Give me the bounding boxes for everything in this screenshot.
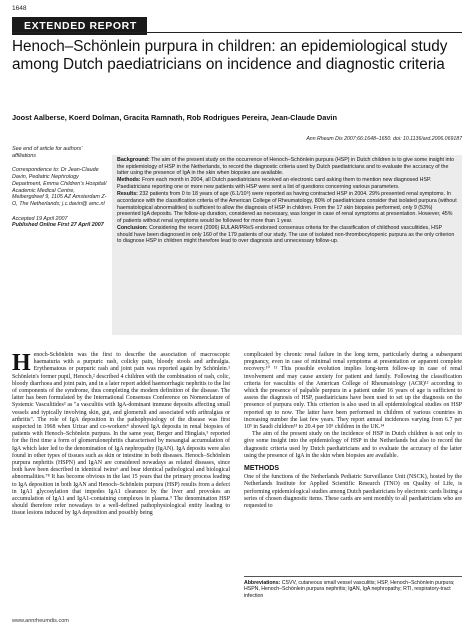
- abstract-conclusion-label: Conclusion:: [117, 225, 148, 232]
- abstract-background: [117, 157, 457, 177]
- intro-text: enoch-Schönlein was the first to describe the association of macroscopic haematuria with a purpuric rash, colicky pain, bloody stools and arthralgia. Erythematous or purpuric rash and joint pain was reported again by Schönlein.¹ Schönlein's former pupil, Henoch,² described 4 children with the combination of rash, colic, bloody diarrhoea and joint pain, and in a later report added haemorrhagic nephritis to the list of components of the syndrome, thus completing the modern definition of the disease. The latter has been formulated by the International Consensus Conference on Nomenclature of Systemic Vasculitides³ as "a vasculitis with IgA-dominant immune deposits affecting small vessels and typically involving skin, gut, and glomeruli and associated with arthralgias or arthritis". The role of IgA deposition in the pathophysiology of the disease was first suspected in 1968 when Urizar and co-workers⁴ showed IgA deposits in renal biopsies of patients with Henoch–Schönlein purpura. In the same year, Berger and Hinglais,⁵ reported for the first time a form of glomerulonephritis characterised by mesangial accumulation of IgA which later led to the denomination of IgA nephropathy (IgAN). IgA deposits were also found in other types of tissues such as skin or intestine in both diseases. Henoch–Schönlein purpura nephritis (HSPN) and IgAN are considered nowadays as related diseases, since both have been described in identical twins⁶ and bear identical pathological and biological abnormalities.⁷⁸ It has become obvious in the last 15 years that the primary process leading to IgA deposition in both IgAN and Henoch–Schönlein purpura (HSP) results from a defect in IgA1 glycosylation that impedes IgA1 clearance by the liver and provokes an accumulation of IgA1 and IgA1-containing complexes in plasma.⁹ The denomination HSP should therefore refer nowadays to a well-defined pathophysiological entity leading to tissue lesions induced by IgA deposition and possibly being: [12, 352, 230, 517]
- methods-paragraph: One of the functions of the Netherlands Pediatric Surveillance Unit (NSCK), hosted by the Netherlands Institute for Applied Scientific Research (TNO) on Quality of Life, is performing epidemiological studies among Dutch paediatricians by electronic cards listing a series of chosen diagnostic items. These cards are sent monthly to all paediatricians who are requested to: [244, 474, 462, 510]
- methods-heading: METHODS: [244, 465, 279, 473]
- published-date: Published Online First 27 April 2007: [12, 222, 104, 229]
- abstract-conclusion: [117, 225, 457, 245]
- abbreviations-label: Abbreviations:: [244, 580, 281, 586]
- journal-citation: Ann Rheum Dis 2007;66:1648–1650. doi: 10.1136/ard.2006.069187: [306, 136, 462, 142]
- abstract-results-label: Results:: [117, 191, 138, 198]
- side-notes: [12, 146, 107, 229]
- abbreviations-text: CSVV, cutaneous small vessel vasculitis; HSP, Henoch–Schönlein purpura; HSPN, Henoch–Schönlein purpura nephritis; IgAN, IgA nephropathy; RTI, respiratory-tract infection: [244, 580, 455, 599]
- article-authors: Joost Aalberse, Koerd Dolman, Gracita Ramnath, Rob Rodrigues Pereira, Jean-Claude Davin: [12, 113, 338, 122]
- correspondence-note: Correspondence to: Dr Jean-Claude Davin, Pediatric Nephrology Department, Emma Children's Hospital/ Academic Medical Centre, Meibergdreef 9, 1105 AZ Amsterdam Z-O, The Netherlands; j.c.davin@ amc.nl: [12, 167, 107, 207]
- affiliations-note: See end of article for authors' affiliations: [12, 146, 83, 159]
- body-column-left: [12, 352, 230, 518]
- header-rule: [12, 32, 462, 33]
- abstract-box: [112, 155, 462, 335]
- abstract-background-text: The aim of the present study on the occurrence of Henoch–Schönlein purpura (HSP) in Dutch children is to give some insight into the epidemiology of HSP in the Netherlands, to record the diagnostic criteria used by Dutch paediatricians and to evaluate the accuracy of the latter using the presence of IgA in the skin when biopsies are available.: [117, 157, 455, 177]
- page-number: 1648: [12, 5, 27, 12]
- aim-paragraph: The aim of the present study on the incidence of HSP in Dutch children is not only to give some insight into the epidemiology of HSP in the Netherlands but also to record the diagnostic criteria used by Dutch paediatricians and to evaluate the accuracy of the latter using the presence of IgA in the skin when biopsies are available.: [244, 431, 462, 459]
- abstract-conclusion-text: Considering the recent (2006) EULAR/PReS endorsed consensus criteria for the classification of childhood vasculitides, HSP should have been diagnosed in only 160 of the 179 patients of our study. The use of isolated non-thrombocytopenic purpura as the only criterion to diagnose HSP in children might therefore lead to over diagnosis and unnecessary follow-up.: [117, 225, 455, 245]
- abstract-methods-label: Methods:: [117, 177, 141, 184]
- abstract-background-label: Background:: [117, 157, 150, 163]
- intro-paragraph: [12, 352, 230, 518]
- abbreviations-box: [244, 576, 462, 599]
- intro-continued: complicated by chronic renal failure in the long term, particularly during a subsequent pregnancy, even in case of minimal renal symptoms at presentation or apparent complete recovery.¹⁰ ¹¹ This possible evolution implies long-term follow-up in case of renal involvement and may cause anxiety for patient and family. Following the classification criteria for vasculitis of the American College of Rheumatology (ACR)¹² according to which the presence of palpable purpura in a patient under 16 years of age is sufficient to assess the diagnosis of HSP, paediatricians have been used to set up the diagnosis on the presence of purpura only. This criterion is also used in all epidemiological studies on HSP reported up to now. The latter have been performed in children of various countries in increasing number the last few years. They report annual incidences varying from 6.7 per 10⁵ in Saudi children¹³ to 20.4 per 10⁵ children in the UK.¹⁴: [244, 352, 462, 431]
- article-title: Henoch–Schönlein purpura in children: an epidemiological study among Dutch paediatricians on incidence and diagnostic criteria: [12, 38, 448, 74]
- abstract-methods-text: From each month in 2004, all Dutch paediatricians received an electronic card asking them to mention new diagnosed HSP. Paediatricians reporting one or more new patients with HSP were sent a list of questions concerning various parameters.: [117, 177, 432, 191]
- body-column-right: [244, 352, 462, 510]
- footer-url[interactable]: www.annrheumdis.com: [12, 618, 69, 624]
- accepted-date: Accepted 19 April 2007: [12, 215, 68, 222]
- abstract-results-text: 232 patients from 0 to 18 years of age (6.1/10⁵) were reported as having contracted HSP in 2004. 29% presented renal symptoms. In accordance with the classification criteria of the American College of Rheumatology, 80% of paediatricians consider that isolated purpura (without haematological abnormalities) is sufficient to allow the diagnosis of HSP in children. From the 17 skin biopsies performed, only 9 (53%) presented IgA deposits. The follow-up duration, considered as necessary, was longer in case of renal symptoms at presentation. However, 45% of patients without renal symptoms would be followed for more than 1 year.: [117, 191, 457, 224]
- drop-cap: H: [12, 350, 31, 376]
- abstract-methods: [117, 177, 457, 190]
- abstract-results: [117, 191, 457, 224]
- section-label: EXTENDED REPORT: [12, 17, 147, 35]
